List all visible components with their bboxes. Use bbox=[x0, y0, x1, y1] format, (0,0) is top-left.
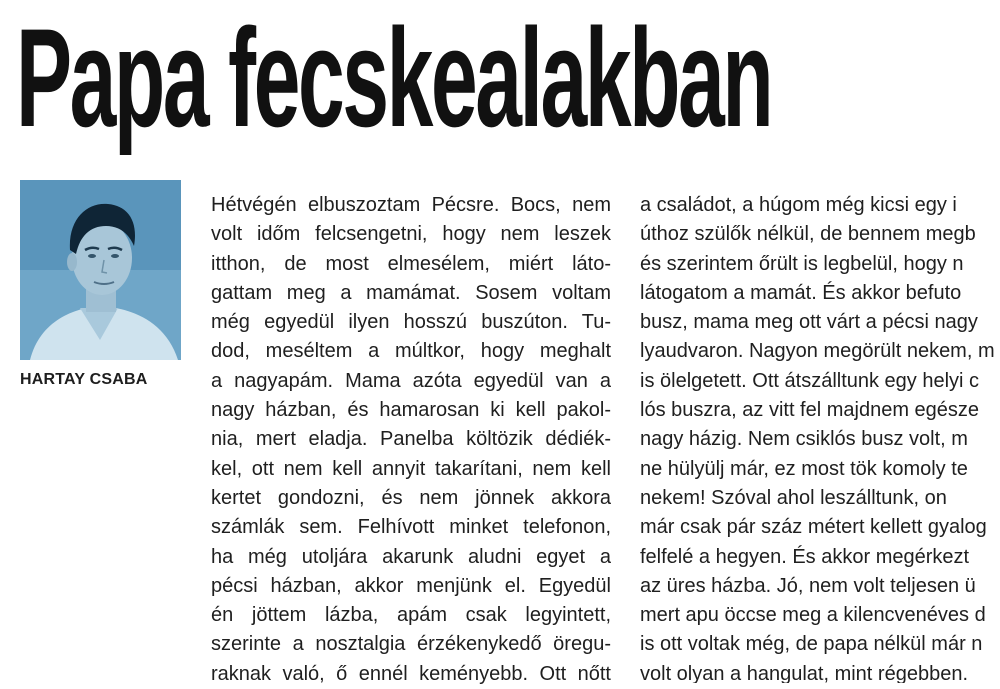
text-line: már csak pár száz métert kellett gyalog bbox=[640, 516, 987, 539]
text-line: szerinte a nosztalgia érzékenykedő öregu- bbox=[211, 633, 611, 656]
text-line: Hétvégén elbuszoztam Pécsre. Bocs, nem bbox=[211, 194, 611, 216]
text-line: látogatom a mamát. És akkor befuto bbox=[640, 281, 962, 304]
text-line: és szerintem őrült is legbelül, hogy n bbox=[640, 252, 964, 275]
text-line: is ott voltak még, de papa nélkül már n bbox=[640, 633, 983, 656]
text-line: ne hülyülj már, ez most tök komoly te bbox=[640, 457, 968, 480]
text-line: az üres házba. Jó, nem volt teljesen ü bbox=[640, 574, 976, 597]
text-line: én jöttem lázba, apám csak legyintett, bbox=[211, 604, 611, 627]
text-line: busz, mama meg ott várt a pécsi nagy bbox=[640, 311, 978, 334]
text-line: nagy házig. Nem csiklós busz volt, m bbox=[640, 428, 968, 451]
text-line: felfelé a hegyen. És akkor megérkezt bbox=[640, 545, 970, 568]
text-line: itthon, de most elmesélem, miért láto- bbox=[211, 252, 611, 275]
text-line: lós buszra, az vitt fel majdnem egésze bbox=[640, 399, 980, 422]
text-line: mert apu öccse meg a kilencvenéves d bbox=[640, 604, 986, 627]
text-column-2 bbox=[640, 191, 1000, 683]
text-line: dod, meséltem a múltkor, hogy meghalt bbox=[211, 340, 611, 363]
text-line: lyaudvaron. Nagyon megörült nekem, m bbox=[640, 340, 995, 363]
author-byline: HARTAY CSABA bbox=[20, 371, 148, 388]
text-line: nekem! Szóval ahol leszálltunk, on bbox=[640, 486, 947, 509]
text-line: kel, ott nem kell annyit takarítani, nem kell bbox=[211, 457, 611, 480]
text-line: számlák sem. Felhívott minket telefonon, bbox=[211, 516, 611, 539]
text-line: is ölelgetett. Ott átszálltunk egy helyi c bbox=[640, 369, 980, 392]
text-line: ha még utoljára akarunk aludni egyet a bbox=[211, 545, 611, 568]
text-line: úthoz szülők nélkül, de bennem megb bbox=[640, 223, 976, 246]
text-line: volt olyan a hangulat, mint régebben. bbox=[640, 662, 968, 683]
article-headline: Papa fecskealakban bbox=[16, 0, 772, 156]
text-line: kertet gondozni, és nem jönnek akkora bbox=[211, 486, 611, 509]
text-line: a nagyapám. Mama azóta egyedül van a bbox=[211, 369, 611, 392]
text-column-1 bbox=[211, 191, 611, 689]
text-line: raknak való, ő ennél keményebb. Ott nőtt bbox=[211, 662, 611, 685]
text-line: a családot, a húgom még kicsi egy i bbox=[640, 194, 957, 216]
text-line: pécsi házban, akkor menjünk el. Egyedül bbox=[211, 574, 611, 597]
text-line: nia, mert eladja. Panelba költözik dédiék- bbox=[211, 428, 611, 451]
text-line: gattam meg a mamámat. Sosem voltam bbox=[211, 281, 611, 304]
text-line: volt időm felcsengetni, hogy nem leszek bbox=[211, 223, 611, 246]
text-line: nagy házban, és hamarosan ki kell pakol- bbox=[211, 399, 611, 422]
text-line: még egyedül ilyen hosszú buszúton. Tu- bbox=[211, 311, 611, 334]
author-photo bbox=[20, 180, 181, 360]
